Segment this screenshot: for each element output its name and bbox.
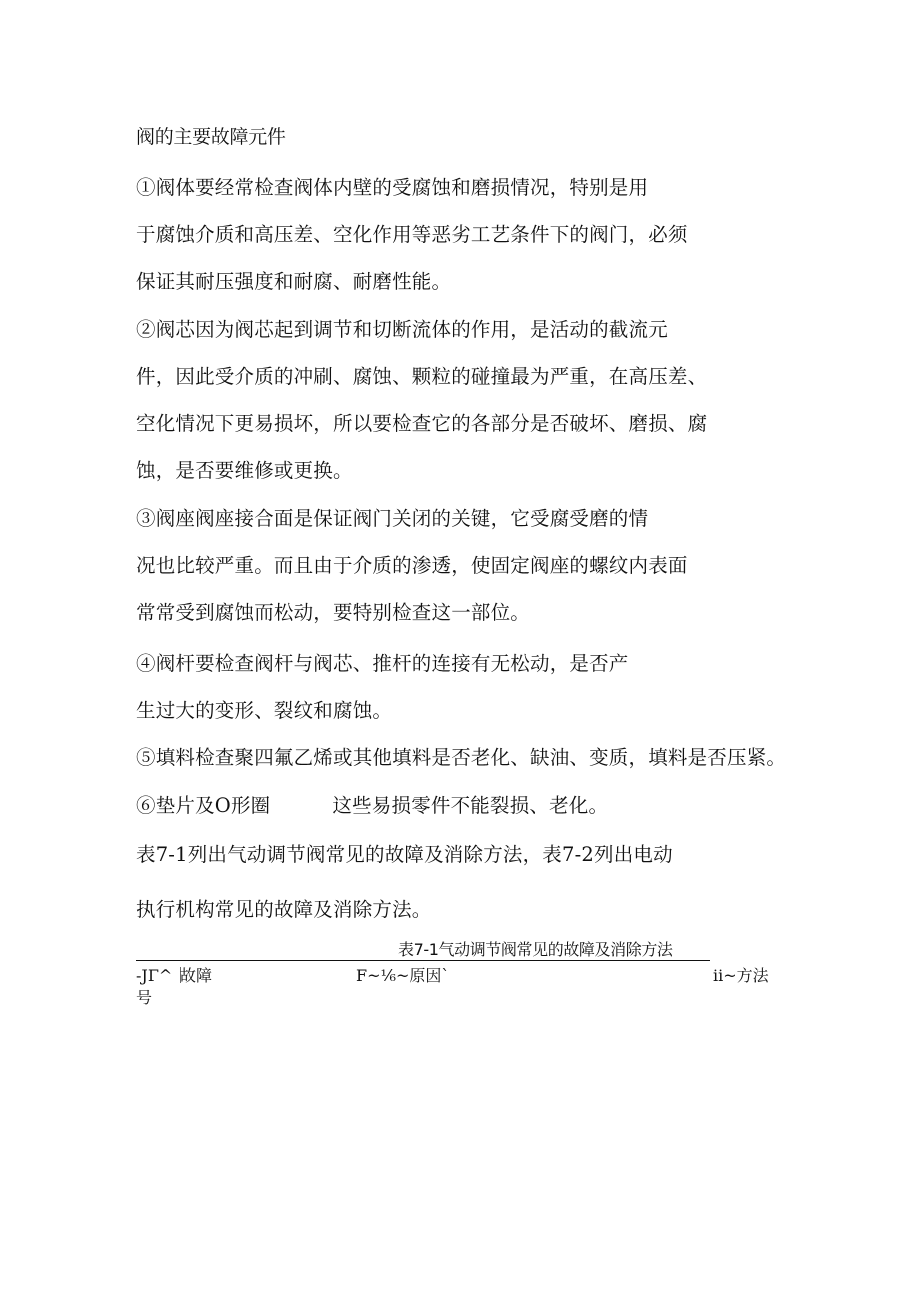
section-title: 阀的主要故障元件 xyxy=(136,126,286,148)
table-header-seq: -JΓ^｜ xyxy=(136,966,189,985)
paragraph-line: ⑤填料检查聚四氟乙烯或其他填料是否老化、缺油、变质，填料是否压紧。 xyxy=(136,746,787,769)
paragraph-line: 保证其耐压强度和耐腐、耐磨性能。 xyxy=(136,270,452,293)
table-caption-rule xyxy=(136,960,710,961)
paragraph-line: 蚀，是否要维修或更换。 xyxy=(136,459,353,482)
table-caption: 表7-1气动调节阀常见的故障及消除方法 xyxy=(398,940,673,959)
paragraph-line: ④阀杆要检查阀杆与阀芯、推杆的连接有无松动，是否产 xyxy=(136,652,629,675)
paragraph-line: ③阀座阀座接合面是保证阀门关闭的关键，它受腐受磨的情 xyxy=(136,507,649,530)
paragraph-line: 况也比较严重。而且由于介质的渗透，使固定阀座的螺纹内表面 xyxy=(136,554,688,577)
paragraph-line: ①阀体要经常检查阀体内壁的受腐蚀和磨损情况，特别是用 xyxy=(136,176,649,199)
item6-text: 这些易损零件不能裂损、老化。 xyxy=(332,794,609,817)
paragraph-line: ②阀芯因为阀芯起到调节和切断流体的作用，是活动的截流元 xyxy=(136,318,668,341)
item6-label: ⑥垫片及O形圈 xyxy=(136,794,271,817)
intro-line: 执行机构常见的故障及消除方法。 xyxy=(136,898,432,921)
table-header-seq-cont: 号 xyxy=(136,988,153,1007)
table-header-cause: F~⅙~原因` xyxy=(356,966,450,985)
paragraph-item-6 xyxy=(136,796,608,816)
paragraph-line: 空化情况下更易损坏，所以要检查它的各部分是否破坏、磨损、腐 xyxy=(136,412,708,435)
paragraph-line: 于腐蚀介质和高压差、空化作用等恶劣工艺条件下的阀门，必须 xyxy=(136,223,688,246)
table-header-method: ii~方法 xyxy=(713,966,769,985)
paragraph-line: 常常受到腐蚀而松动，要特别检查这一部位。 xyxy=(136,601,531,624)
paragraph-line: 件，因此受介质的冲刷、腐蚀、颗粒的碰撞最为严重，在高压差、 xyxy=(136,365,708,388)
paragraph-line: 生过大的变形、裂纹和腐蚀。 xyxy=(136,699,393,722)
table-header-fault: 故障 xyxy=(180,966,213,985)
intro-line: 表7-1列出气动调节阀常见的故障及消除方法，表7-2列出电动 xyxy=(136,843,673,866)
